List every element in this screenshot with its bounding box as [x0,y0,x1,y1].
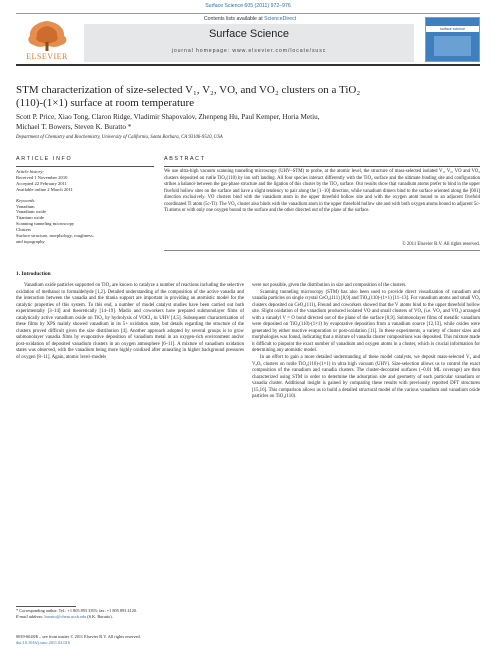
title-line-1: STM characterization of size-selected V₁, V₂, VO, and VO₂ clusters on a TiO₂ [16,84,361,96]
abstract-copyright: © 2011 Elsevier B.V. All rights reserved. [402,242,480,247]
author-email-link[interactable]: buratto@chem.ucsb.edu [44,613,87,619]
author-list [16,113,480,132]
email-suffix: (S.K. Buratto). [86,613,113,619]
info-divider [16,166,154,167]
abstract-end-divider [164,250,480,251]
section-heading-introduction: 1. Introduction [16,271,51,277]
history-label: Article history: [16,169,44,174]
journal-cover-image[interactable] [425,17,480,62]
corresponding-author-footnote [16,608,244,619]
contents-prefix: Contents lists available at [203,16,265,22]
journal-name: Surface Science [208,28,290,40]
keyword: Scanning tunneling microscopy [16,221,75,227]
paragraph: In an effort to gain a more detailed understanding of these model catalysts, we deposit mass-selected V₂ and VₓOᵧ clusters on rutile TiO₂(110)-(1×1) in ultra high vacuum (UHV). Size-selection allows us to control the exact composition of the vanadium and vanadia clusters. The cluster-decorated surfaces (~0.01 ML coverage) are then characterized using STM in order to determine the adsorption site and geometry of each particular vanadium or vanadia cluster. Additional insight is gained by comparing these results with previously reported DFT structures [15,16]. This comparison allows us to build a detailed structural model of the various vanadium and vanadium oxide particles on TiO₂(110). [252,355,480,400]
affiliation: Department of Chemistry and Biochemistry, University of California, Santa Barbara, CA 93106-9510, USA [16,135,223,140]
journal-reference[interactable]: Surface Science 605 (2011) 972–976 [205,3,291,9]
article-info [16,169,154,245]
sciencedirect-link[interactable]: ScienceDirect [264,16,297,22]
authors-line-2: Michael T. Bowers, Steven K. Buratto * [16,122,132,131]
body-column-right [252,283,480,401]
keyword: and topography [16,238,45,244]
footnote-divider [16,606,76,607]
elsevier-logo[interactable] [17,18,77,60]
history-online: Available online 2 March 2011 [16,186,73,192]
authors-line-1: Scott P. Price, Xiao Tong, Claron Ridge, Vladimir Shapovalov, Zhenpeng Hu, Paul Kemper, Horia Metiu, [16,113,320,121]
paragraph: were not possible, given the distribution in size and composition of the clusters. [252,283,407,288]
history-received: Received 1 November 2010 [16,174,68,180]
abstract-divider [164,166,480,167]
keywords-label: Keywords: [16,197,36,203]
contents-line [100,16,400,22]
cover-artwork [434,36,471,56]
article-info-heading: ARTICLE INFO [16,156,73,162]
issn-line: 0039-6028/$ – see front matter © 2011 Elsevier B.V. All rights reserved. [16,634,141,639]
footnote-email-line [16,614,244,620]
journal-homepage-link[interactable]: journal homepage: www.elsevier.com/locate/susc [171,48,327,54]
keyword: Surface structure, morphology, roughness, [16,233,94,239]
paragraph: Scanning tunneling microscopy (STM) has also been used to provide direct visualization of vanadium and vanadia particles on single crystal CeO₂(111) [8,9] and TiO₂(110)-(1×1) [11–13]. For vanadium atoms and small VOₓ clusters deposited on CeO₂(111), Freund and coworkers showed that the V atoms bind to the upper threefold hollow site. Slight oxidation of the vanadium produced isolated VO and small clusters of VOₓ (i.e. VO₂ and VO₃) arranged with a vanadyl V = O bond directed out of the plane of the surface [8,9]. Submonolayer films of metallic vanadium were deposited on TiO₂(110)-(1×1) by evaporative deposition from a vanadium source [12,13], while oxides were generated by either reactive evaporation or post-oxidation [11]. In these experiments, a variety of cluster sizes and morphologies was found, indicating that a mixture of vanadia cluster compositions was deposited. This mixture made it difficult to pinpoint the exact number of vanadium and oxygen atoms in a cluster, which is crucial information for determining any atomistic model. [252,289,480,354]
keyword: Clusters [16,227,32,233]
abstract-text: We use ultra-high vacuum scanning tunneling microscopy (UHV–STM) to probe, at the atomic level, the structure of mass-selected isolated V₁, V₂, VO and VO₂ clusters deposited on rutile TiO₂(110) by ion soft landing. All four species interact differently with the TiO₂ surface and the ultimate binding site and configuration strikes a balance between the gas-phase structure and the ligation of this cluster by the TiO₂ surface. Our results show that vanadium atoms prefer to bind in the upper fivefold hollow sites on the surface and have a slight tendency to pair along the [1−10] direction, while vanadium dimers bind to the surface oriented along the [001] direction exclusively. VO clusters bind with the vanadium atom in the upper threefold hollow site and with the oxygen atom bound to an adjacent fivefold coordinated Ti atom (5c-Ti). The VO₂ cluster also binds with the vanadium atom in the upper threefold hollow site and with both oxygen atoms bound to adjacent 5c-Ti atoms or with only one oxygen bound to the surface and the other directed out of the plane of the surface. [164,169,480,213]
body-column-left [16,283,244,362]
title-line-2: (110)-(1×1) surface at room temperature [16,97,195,109]
publisher-name: ELSEVIER [26,52,68,61]
issn-doi-block [16,634,316,645]
keyword: Vanadium [16,203,35,209]
doi-link[interactable]: doi:10.1016/j.susc.2011.02.016 [16,639,70,645]
keyword: Titanium oxide [16,215,45,221]
email-label: E-mail address: [16,613,45,619]
keyword: Vanadium oxide [16,209,46,215]
footnote-contact: * Corresponding author. Tel.: +1 805 893 3393; fax: +1 805 893 4120. [16,608,138,613]
history-accepted: Accepted 22 February 2011 [16,180,67,186]
abstract-heading: ABSTRACT [164,156,206,162]
cover-title: surface science [440,27,465,31]
article-title [16,84,480,110]
paragraph: Vanadium oxide particles supported on TiO₂ are known to catalyze a number of reactions including the selective oxidation of methanol to formaldehyde [1,2]. Detailed understanding of the composition of the active vanadia and the interaction between the vanadia and the titania support are important in providing an atomistic model for the catalytic properties of this system. To this end, a number of model catalyst studies have been carried out both experimentally [3–14] and theoretically [14–19]. Madix and coworkers have prepared submonolayer films of catalytically active vanadium oxide on TiO₂ by hydrolysis of VOCl₃ in UHV [4,5]. Subsequent characterization of these films by XPS mainly showed vanadium in its 5+ oxidation state, but details regarding the structure of the clusters proved difficult given the size distribution [4]. Another approach adopted by several groups is to grow submonolayer vanadia films by evaporative deposition of vanadium metal in an oxygen-rich environment and/or post-oxidation of deposited vanadium clusters in an oxygen atmosphere [6–11]. A mixture of vanadium oxidation states was observed, with the vanadium being more highly oxidized after annealing in higher background pressures of oxygen [8–11]. Again, atomic level–models [16,283,244,361]
